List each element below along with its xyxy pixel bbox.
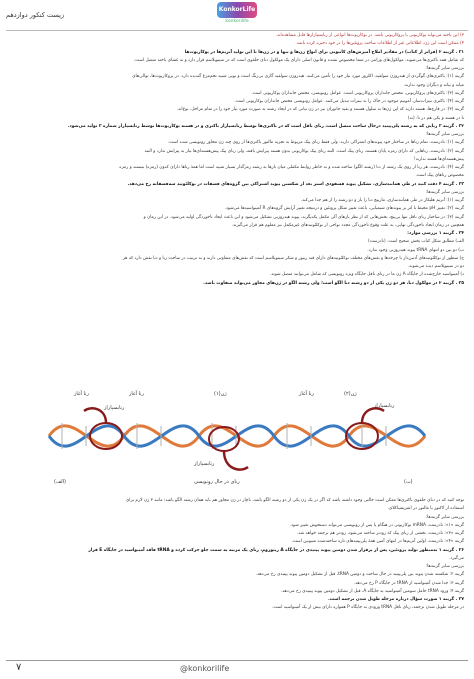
text-line: ۳) این یاخته می‌تواند یوکاریوتی یا پروکاریوتی باشد. در یوکاریوت‌ها انواعی از رنابسپارازها قابل مشاهده‌اند. [275,33,464,38]
text-line: گزینه (۴): باکتری نیترات‌ساز، آمونیم موجود در خاک را به نیترات تبدیل می‌کنند. عوامل رونویسی مختص جانداران یوکاریوتی است. [234,99,464,104]
text-line: گزینه ۲: شکسته شدن پیوند بین پلی‌پپتید در حال ساخت و دومین tRNA، قبل از تشکیل دومین پیوند پپتیدی رخ می‌دهد. [255,572,464,578]
text-line: که شامل همه باکتری‌ها می‌شوند. مولکول‌های وراثتی در شما مخصوص نشده و قانون اصلی دارای یک مولکول دنای حلقوی است که در سیتوپلاسم قرار دارد و به غشای یاخته متصل است. [133,57,464,63]
logo-subtitle: konkorilife [225,19,249,24]
text-line: ۴) ممکن است این ژن، اطلاعاتی غیر از اطلاعات ساخت پروتئین‌ها را در خود ذخیره کرده باشد. [295,41,464,47]
social-handle: @konkorilife [180,664,230,673]
label-polymerase-3: رنابسپاراز [374,403,395,409]
text-line: گزینه (۱): باکتری‌های گوگردی از هیدروژن سولفید، اکلروز مورد نیاز خود را تأمین می‌کنند. هیدروژن سولفید گازی بی‌رنگ است و بویی شبیه تخم‌مرغ گندیده دارد. در پروکاریوت‌ها، توالی‌های [132,74,464,80]
text-line: بررسی سایر گزینه‌ها: [425,189,464,195]
rna-transcript-1 [84,408,106,423]
text-line: پیش‌هسته‌ای‌ها هسته ندارند! [413,156,464,162]
text-line: گزینه ۴: ورود tRNA حامل سومین آمینواسید به جایگاه A، قبل از تشکیل دومین پیوند پپتیدی رخ می‌دهد. [280,588,464,594]
text-line: گزینه «۳»: نادرست، بخشی از رنای پیک که زودتر ساخته می‌شود، زودتر هم ترجمه خواهد شد. [296,531,464,536]
text-line: استفاده از لاکتوز یا مالتوز در اشریشیاکلای. [387,506,464,512]
text-line: گزینه (۲): نادرست، رناهایی که دارای رمزه پایان هستند، رنای پیک است. البته رنای پیک یوکاریوتی بدون هسته پیرایش یافته، ولی رنای پیک پیش‌هسته‌ای‌ها نیاز به پیرایش ندارد و البته [144,148,464,154]
text-line: دو در سیتوپلاسم دیده می‌شوند. [407,264,464,269]
text-line: بررسی سایر گزینه‌ها: [425,132,464,137]
dna-strand-blue [49,426,425,446]
question-answer-heading: ۳۷ . گزینه ۱ صورت سؤال درباره مرحله طویل شدن ترجمه است. [328,597,464,602]
text-line: گزینه (۳): در ساختار رنای ناقل تنها بی‌پیچ، بخش‌هایی که از نظر بازهای آلی مکمل یکدیگرند، پیوند هیدروژنی تشکیل می‌شود و این باعث ایجاد تاخوردگی اولیه می‌شود. در این زمان و [143,214,464,220]
text-line: مخصوص رناهای پیک است. [415,173,464,179]
question-answer-heading: ۳۲ . گزینه ۳ رنایی که به رشته پلی‌پپتید درحال ساخت متصل است، رنای ناقل است که در باکتری‌ها توسط رنابسپاراز باکتری و در هسته یوکاریوت‌ها توسط رنابسپاراز شماره ۳ تولید می‌شود. [67,123,464,129]
footer-divider [6,660,468,661]
text-line: بررسی سایر گزینه‌ها: [425,514,464,520]
header-divider [6,30,468,31]
label-gene-1: ژن(۱) [214,391,227,397]
label-polymerase-1: رنابسپاراز [104,405,125,411]
label-part-a: (الف) [54,479,66,485]
text-line: بررسی سایر گزینه‌ها: [425,66,464,71]
text-line: همچنین در زمان ایجاد تاخوردگی نهایی، به علت وقوع تاخوردگی مجدد نواحی از نوکلئوتیدهای غیرمکمل نیز معلوم هم قرار می‌گیرند. [231,222,464,228]
text-line: د) آمینواسید خارج‌شده از جایگاه A ژن ما در رنای ناقل جایگاه ویژه رونویسی که شامل می‌توانند متصل شوند. [269,272,464,278]
text-line: می‌گیرد. [449,555,464,561]
text-line: توجه کنید که در دنای حلقوی باکتری‌ها ممکن است حالتی وجود داشته باشد که اگر در یک ژن یکی از دو رشته الگو باشد، ناچار در ژن مجاور هم باید همان رشته الگو باشد؛ مانند ۳ ژن لازم برای [125,498,464,503]
question-answer-heading: ۳۶ . گزینه ۱ به‌منظور تولید پروتئین، پس از برقرار شدن دومین پیوند پپتیدی در جایگاه A ریبوزوم، رنای یک مرتبه به سمت جلو حرکت کرده و tRNA فاقد آمینواسید در جایگاه E قرار [88,547,464,553]
page-number: ۷ [16,662,22,673]
dna-transcription-figure [44,381,430,491]
label-promoter-2: رنا آغاز [129,391,144,397]
label-polymerase-2: رنابسپاراز [194,461,215,467]
text-line: گزینه (۱): نادرست، تمام رناها در ساختار خود پیوندهای اشتراکی دارند. ولی فقط رنای پیک مربوط به تجزیه مالتوز باکتری‌ها از روی چند ژن مجاور رونویسی شده است. [167,140,464,146]
question-answer-heading: ۳۱ . گزینه ۲ (فراتر از کتاب) در مقادیر املاح آمیزش‌های کاتیونی برای انواع ژن‌ها و تنها و در ژن‌ها تا این تولید آنزیم‌ها در یوکاریوت‌ها [184,49,464,55]
answer-text-upper [8,32,464,377]
question-answer-heading: ۳۵ . گزینه ۲ در مولکول دنا، هر دو ژن یکی از دو رشته دنا الگو است؛ ولی رشته الگو در ژن‌های مجاور می‌تواند متفاوت باشد. [203,280,464,286]
question-answer-heading: ۳۳ . گزینه ۴ دقت کنید در طی همانندسازی، تشکیل پیوند فسفودی استر بعد از شکستن پیوند اشتراکی بین گروه‌های فسفات در نوکلئوتید سه‌فسفاته رخ می‌دهد. [127,181,464,187]
text-line: گزینه ۳: جدا شدن آمینواسید از tRNA در جایگاه P رخ می‌دهد. [353,580,464,586]
label-promoter-3: رنا آغاز [299,391,314,397]
text-line: گزینه «۴»: نادرست، اولین آنزیم‌ها در انتهای آمین همهٔ پلی‌پپتیدهای تازه ساخته‌شده متیونین است. [291,539,464,545]
text-line: گزینه «۱»: نادرست، mRNA یوکاریوتی در هنگام یا پس از رونویسی می‌تواند دستخوش تغییر شود. [289,522,464,528]
text-line: گزینه (۴): نادرست، هر رنا از روی یک رشته از دنا (رشته الگو) ساخته شده و به خاطر روابط مکملی میان بازها به رشته رمزگذار بسیار شبیه است اما همهٔ رناها دارای کدون (رمزه) نیستند و رمزه [119,165,464,170]
question-answer-heading: ۳۴ . گزینه ۱ بررسی موارد: [407,231,464,236]
label-promoter-1: رنا آغاز [74,391,89,397]
text-line: ب) دو بین دو انتهای tRNA پیوند هیدروژنی وجود ندارد. [367,247,464,253]
text-line: تا در هسته و یکی هم در تا. (نه) [407,115,464,121]
text-line: گزینه (۲): تغییر pH محیط با اثر بر پیوندهای شیمیایی، باعث تغییر شکل پروتئین و درنتیجه تغییر آرایش گروه‌های R آمینواسیدها می‌شود. [224,206,464,212]
text-line: میانه و بیانه و دیگران وجود ندارند. [403,82,464,88]
text-line: بررسی سایر گزینه‌ها: [425,564,464,569]
brand-logo [194,2,280,32]
logo-mark: KonkorLife [217,2,257,18]
text-line: گزینه (۳): باکتری‌های پروکاریوتی، مختص جانداران پروکاریوتی است. عوامل رونویسی، مختص جانداران یوکاریوتی است. [251,90,464,96]
label-gene-2: ژن(۲) [344,391,357,397]
rna-transcript-2 [224,451,248,470]
text-line: در مرحله طویل شدن ترجمه، رنای ناقل tRNA ورودی به جایگاه P همواره دارای بیش از یک آمینواسید است. [272,605,464,611]
dna-helix-diagram [44,381,430,491]
text-line: الف) مطابق شکل کتاب یخش صحیح است. (نادرست) [367,239,464,245]
label-rna-transcribing: رنای در حال رونویسی [194,479,240,485]
text-line: گزینه (۳): در قارچ‌ها، هسته دارند که این ژن‌ها به سلول هستند و بقیه جانوران نیز در ژن بیانی که در ایجاد رشته به صورت مورد نیاز خود را در تمام مراحل، نوع‌اند. [176,107,464,113]
label-part-b: (ب) [404,479,413,485]
answer-text-lower [8,497,464,655]
text-line: ج) منظور از نوکلئوتیدهای آدنین‌دار با چرخه‌ها و نقش‌های مختلف نوکلئوتیدهای دارای قند ریبوز و شکر سیتوپلاسم است که نقش‌های متفاوتی دارند و به ترتیب در ساخت رنا و دنا نقش دارد که هر [122,255,464,261]
text-line: گزینه (۱): آنزیم هلیکاز در طی همانندسازی، مارپیچ دنا را باز و دو رشته را از هم جدا می‌کند. [300,198,464,203]
header-title: زیست کنکور دوازدهم [6,11,65,19]
rna-transcript-3 [362,408,384,423]
